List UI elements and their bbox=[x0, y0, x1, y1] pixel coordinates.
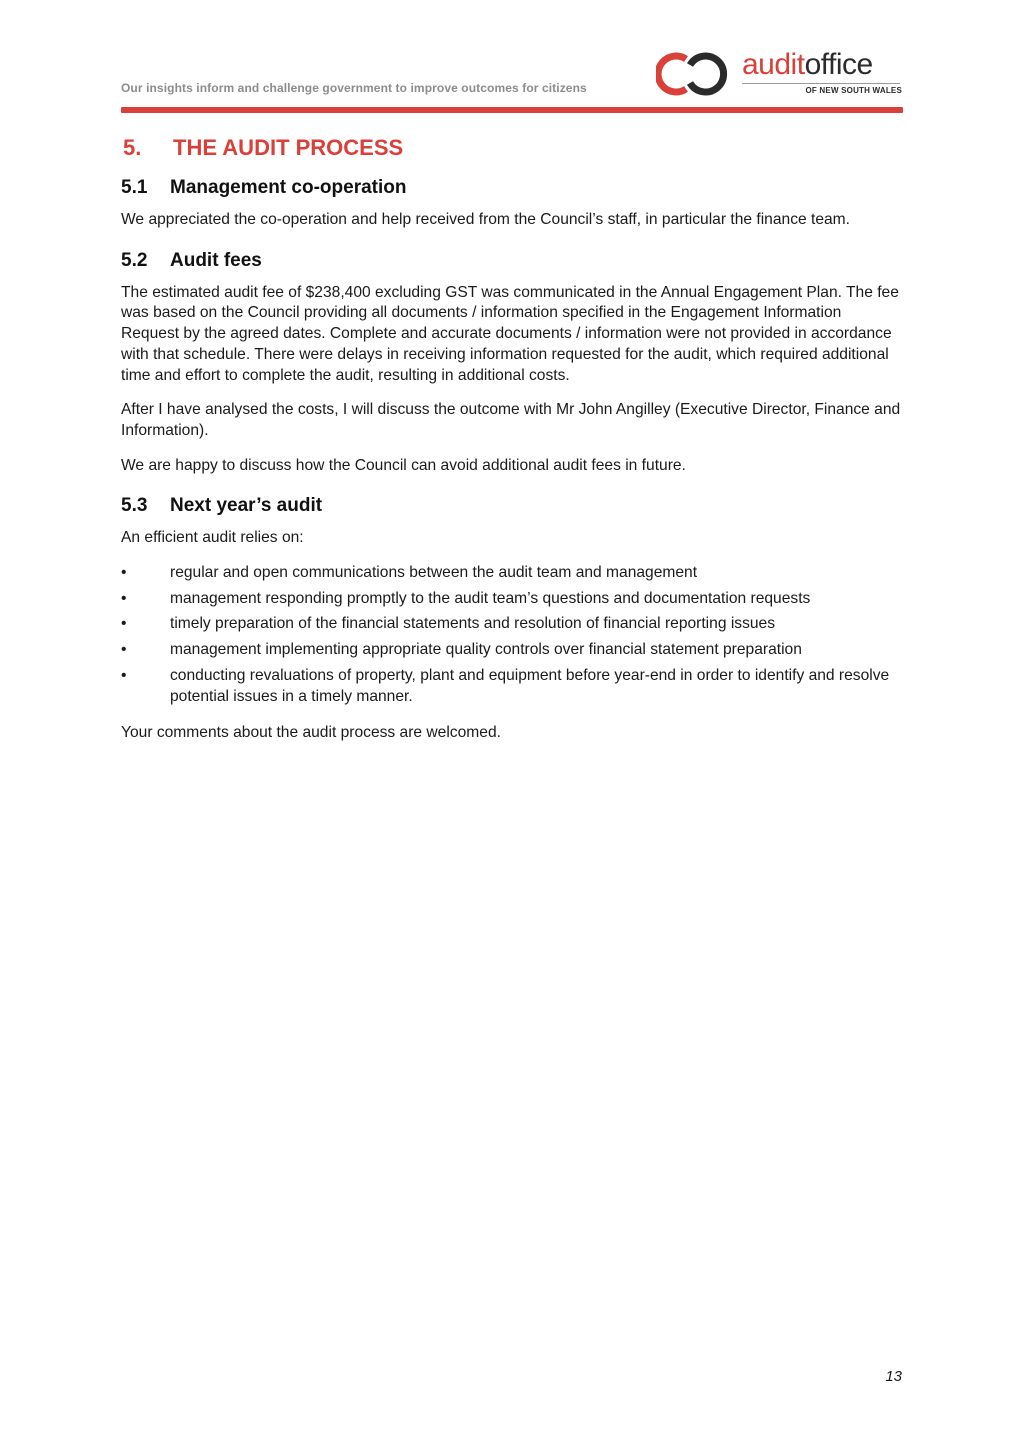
audit-office-logo bbox=[656, 50, 903, 98]
subsection-heading-next-years-audit bbox=[121, 493, 903, 519]
bullet-icon: • bbox=[121, 615, 127, 633]
paragraph: An efficient audit relies on: bbox=[121, 529, 304, 547]
section-title: THE AUDIT PROCESS bbox=[173, 135, 404, 160]
list-item bbox=[121, 614, 903, 635]
bullet-icon: • bbox=[121, 589, 127, 607]
subsection-title: Management co-operation bbox=[170, 177, 407, 198]
subsection-title: Audit fees bbox=[170, 249, 262, 271]
list-item bbox=[121, 666, 903, 707]
subsection-heading-audit-fees bbox=[121, 248, 903, 274]
list-item-text: timely preparation of the financial statements and resolution of financial reporting issues bbox=[170, 615, 776, 633]
header-divider-bar bbox=[121, 107, 903, 113]
list-item-text: conducting revaluations of property, plant and equipment before year-end in order to identify and resolve potential issues in a timely manner. bbox=[170, 666, 890, 705]
logo-wordmark bbox=[742, 48, 873, 82]
paragraph: We appreciated the co-operation and help received from the Council’s staff, in particular the finance team. bbox=[121, 211, 850, 228]
section-number: 5. bbox=[123, 135, 142, 160]
subsection-title: Next year’s audit bbox=[170, 495, 323, 517]
logo-word-audit: audit bbox=[742, 48, 805, 81]
list-item bbox=[121, 589, 903, 610]
subsection-number: 5.2 bbox=[121, 249, 148, 271]
section-heading bbox=[121, 133, 903, 163]
bullet-icon: • bbox=[121, 641, 127, 659]
paragraph: The estimated audit fee of $238,400 excluding GST was communicated in the Annual Engagement Plan. The fee was based on the Council providing all documents / information specified in the Engagement Information Request by the agreed dates. Complete and accurate documents / information were not provided in accordance with that schedule. There were delays in receiving information requested for the audit, which required additional time and effort to complete the audit, resulting in additional costs. bbox=[121, 283, 899, 384]
bullet-list bbox=[121, 563, 903, 707]
subsection-number: 5.3 bbox=[121, 495, 148, 517]
document-body bbox=[121, 133, 903, 758]
subsection-heading-management-cooperation bbox=[121, 175, 903, 201]
bullet-icon: • bbox=[121, 666, 127, 684]
subsection-number: 5.1 bbox=[121, 177, 148, 198]
bullet-icon: • bbox=[121, 564, 127, 582]
list-item-text: management responding promptly to the audit team’s questions and documentation requests bbox=[170, 589, 811, 607]
audit-office-logo-mark-icon bbox=[656, 51, 738, 97]
closing-paragraph: Your comments about the audit process are welcomed. bbox=[121, 724, 501, 742]
logo-subtitle: OF NEW SOUTH WALES bbox=[805, 86, 902, 95]
list-item bbox=[121, 563, 903, 584]
list-item-text: regular and open communications between the audit team and management bbox=[170, 564, 698, 582]
paragraph: We are happy to discuss how the Council can avoid additional audit fees in future. bbox=[121, 456, 686, 474]
logo-word-office: office bbox=[804, 48, 873, 81]
page-number: 13 bbox=[885, 1368, 902, 1385]
list-item-text: management implementing appropriate quality controls over financial statement preparation bbox=[170, 641, 802, 659]
logo-divider bbox=[742, 83, 900, 84]
header-tagline: Our insights inform and challenge government to improve outcomes for citizens bbox=[121, 81, 587, 95]
paragraph: After I have analysed the costs, I will discuss the outcome with Mr John Angilley (Executive Director, Finance and Information). bbox=[121, 401, 901, 439]
list-item bbox=[121, 640, 903, 661]
